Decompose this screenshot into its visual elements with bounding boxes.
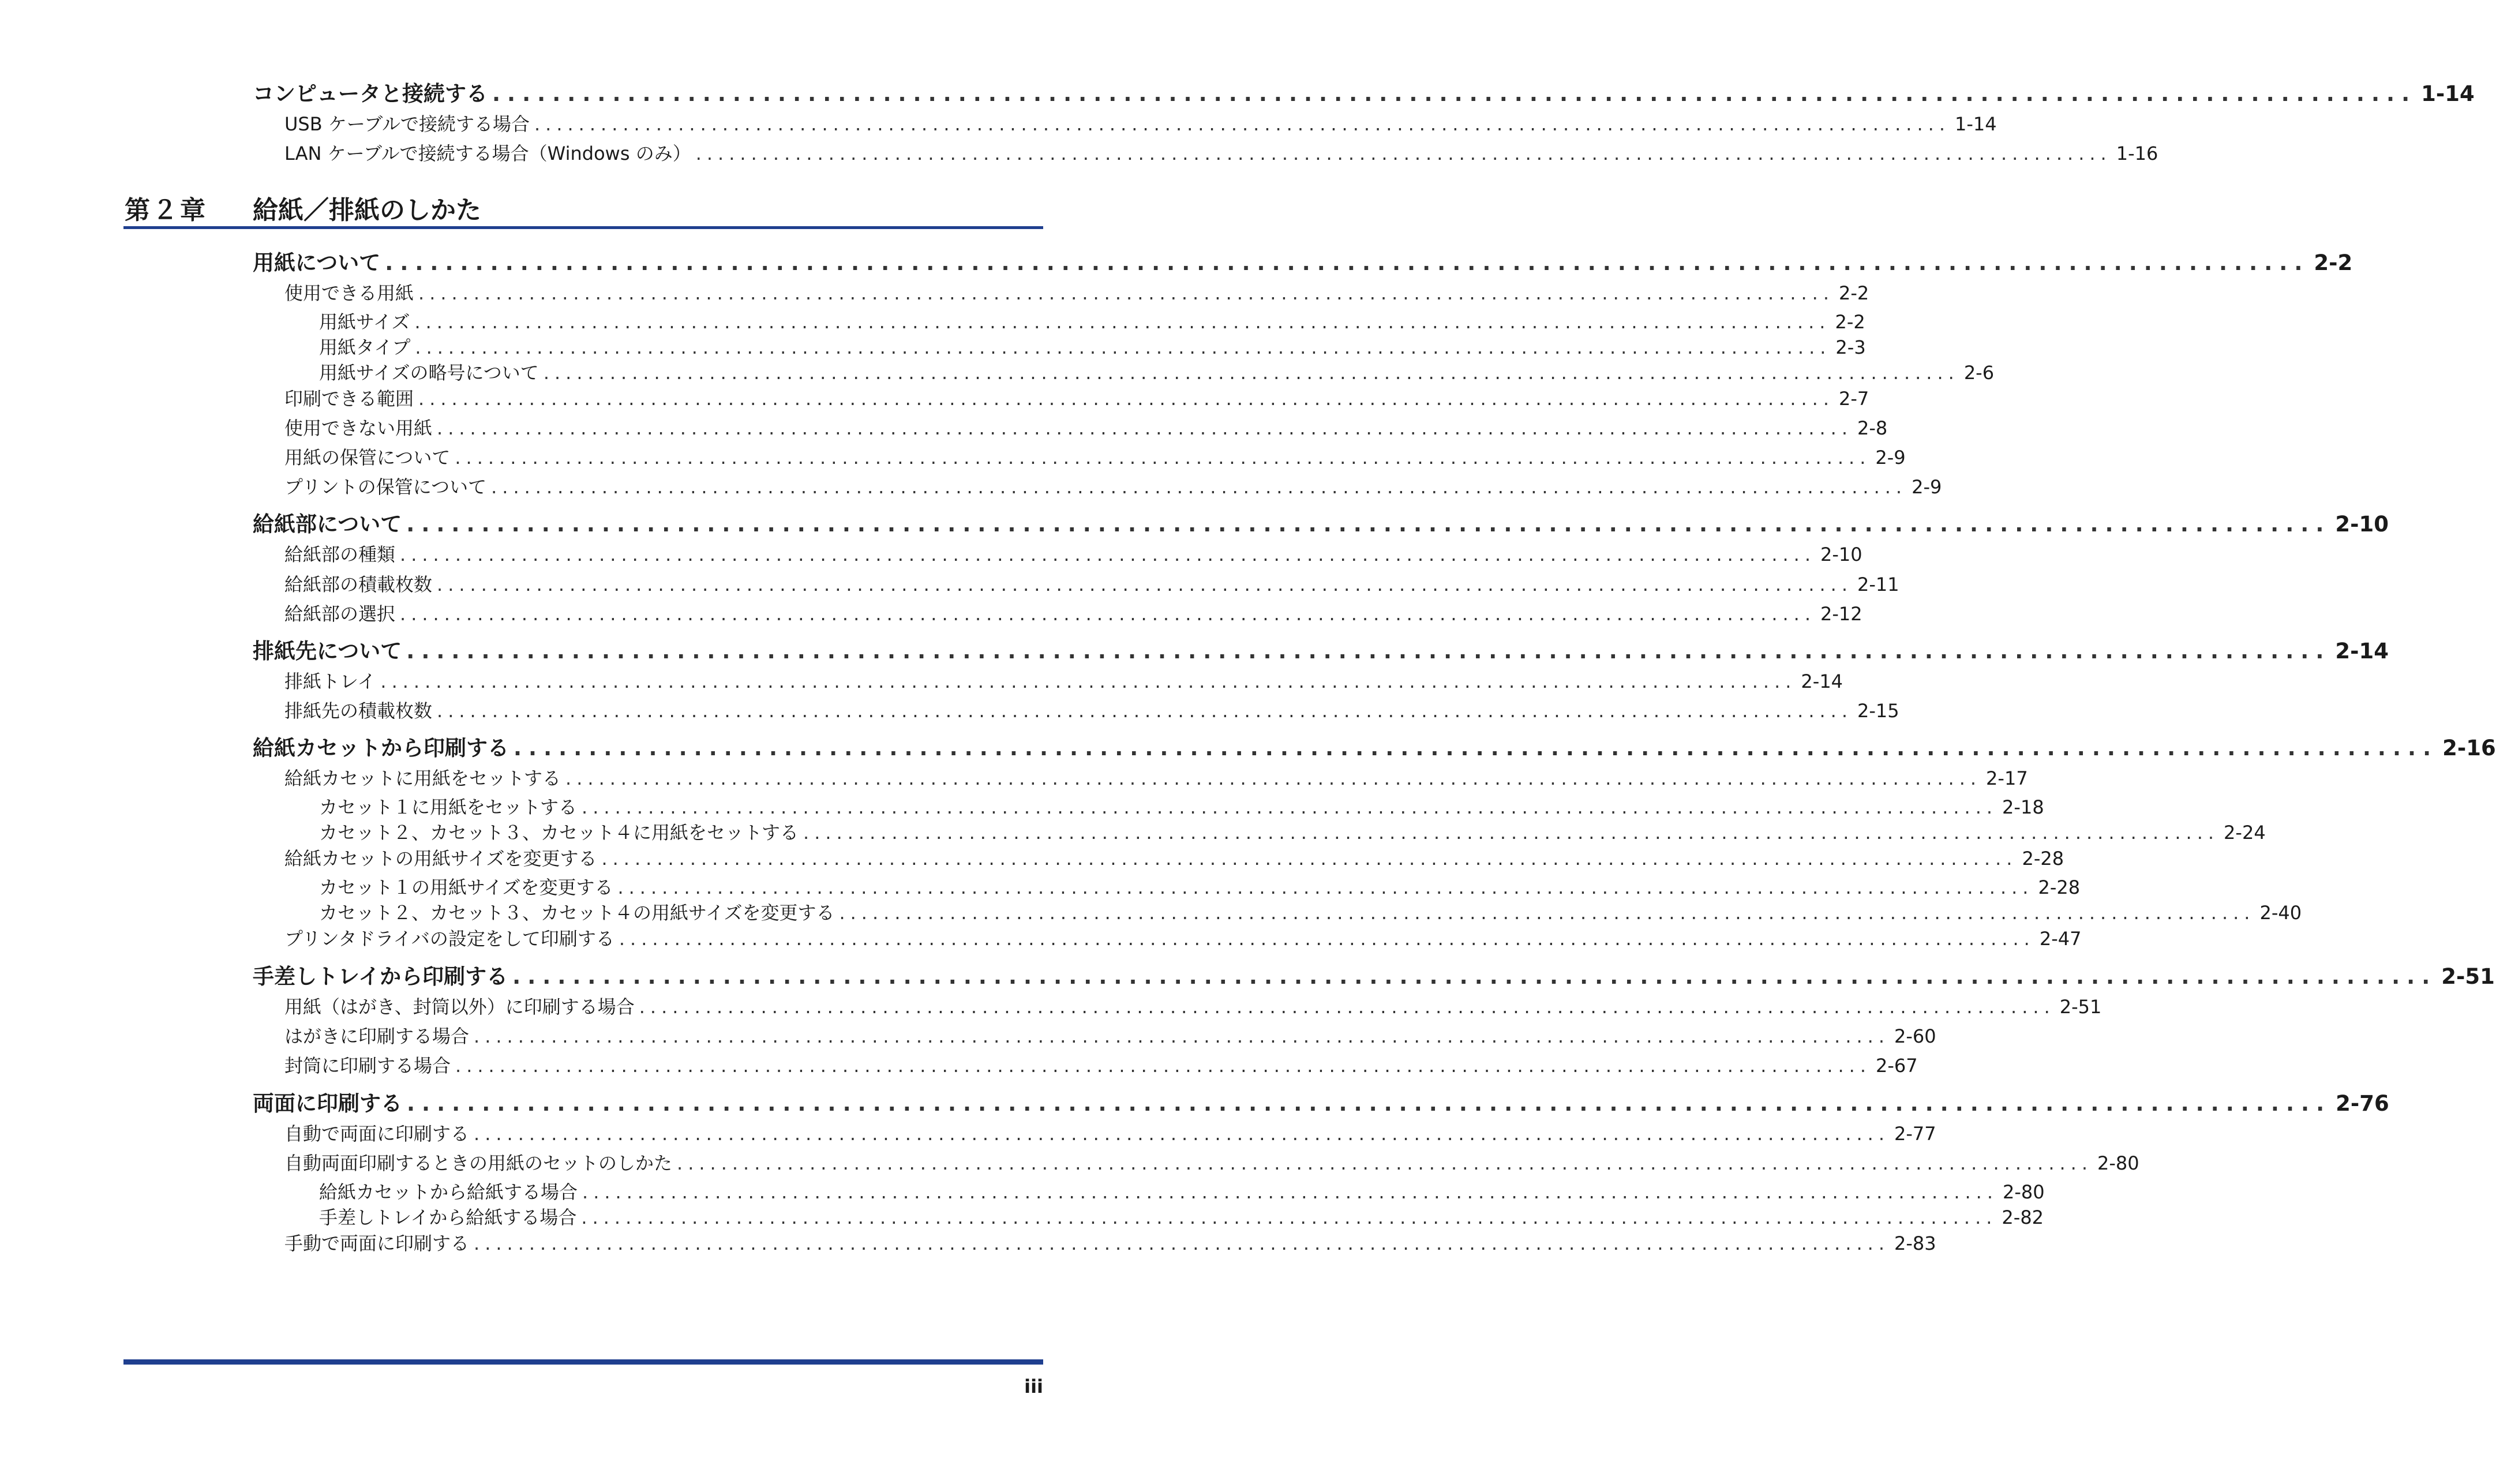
toc-section-entry[interactable]	[253, 1086, 2389, 1117]
toc-item-entry[interactable]	[284, 764, 2028, 790]
toc-leader-dots: ................................................................................................................................	[601, 848, 2018, 870]
toc-item-title: 給紙カセットに用紙をセットする	[284, 767, 561, 789]
toc-leader-dots: ................................................................................................................................	[677, 1152, 2093, 1174]
toc-leader-dots: ................................................................................................................................	[400, 544, 1816, 565]
toc-leader-dots: ................................................................................................................................	[385, 250, 2310, 275]
toc-leader-dots: ................................................................................................................................	[474, 1232, 1890, 1254]
toc-page-number: 2-17	[1986, 767, 2028, 789]
toc-item-entry[interactable]	[284, 110, 1997, 136]
toc-item-entry[interactable]	[284, 473, 1942, 499]
toc-page-number: 1-14	[2421, 81, 2475, 106]
toc-subitem-title: カセット１に用紙をセットする	[319, 796, 578, 818]
toc-page-number: 2-40	[2259, 902, 2302, 924]
toc-leader-dots: ................................................................................................................................	[474, 1025, 1890, 1047]
toc-item-title: プリンタドライバの設定をして印刷する	[284, 928, 614, 950]
toc-leader-dots: ................................................................................................................................	[418, 388, 1835, 410]
toc-subitem-entry[interactable]	[319, 358, 1995, 385]
footer-divider	[123, 1359, 1043, 1365]
toc-section-title: 給紙カセットから印刷する	[253, 736, 509, 760]
toc-item-title: 用紙（はがき、封筒以外）に印刷する場合	[284, 996, 635, 1018]
toc-subitem-entry[interactable]	[319, 308, 1865, 334]
toc-page-number: 2-51	[2441, 964, 2495, 989]
toc-section-entry[interactable]	[253, 245, 2353, 276]
toc-item-title: 給紙部の選択	[284, 603, 396, 625]
toc-item-title: LAN ケーブルで接続する場合（Windows のみ）	[284, 143, 691, 164]
toc-subitem-title: 用紙タイプ	[319, 336, 411, 358]
toc-subitem-title: 手差しトレイから給紙する場合	[319, 1206, 577, 1228]
toc-leader-dots: ................................................................................................................................	[617, 876, 2034, 898]
toc-leader-dots: ................................................................................................................................	[415, 336, 1831, 358]
toc-item-entry[interactable]	[284, 1149, 2139, 1175]
toc-page-number: 2-2	[1839, 282, 1869, 304]
toc-page-number: 2-15	[1857, 700, 1899, 722]
toc-page-number: 2-14	[2335, 639, 2389, 664]
toc-leader-dots: ................................................................................................................................	[581, 1206, 1997, 1228]
toc-page-number: 2-76	[2336, 1091, 2389, 1116]
toc-page-number: 2-9	[1875, 447, 1906, 469]
toc-item-entry[interactable]	[284, 992, 2102, 1019]
toc-item-title: USB ケーブルで接続する場合	[284, 113, 530, 135]
toc-item-title: 使用できない用紙	[284, 417, 433, 439]
toc-subitem-title: カセット２、カセット３、カセット４に用紙をセットする	[319, 822, 799, 844]
toc-item-title: 封筒に印刷する場合	[284, 1055, 451, 1077]
toc-page-number: 2-2	[2314, 250, 2353, 275]
toc-leader-dots: ................................................................................................................................	[455, 447, 1871, 469]
toc-page-number: 2-83	[1894, 1232, 1936, 1254]
toc-leader-dots: ................................................................................................................................	[582, 1181, 1999, 1203]
toc-section-title: 給紙部について	[253, 512, 402, 537]
toc-section-entry[interactable]	[253, 634, 2389, 665]
toc-page-number: 2-9	[1912, 476, 1942, 498]
toc-subitem-title: 用紙サイズの略号について	[319, 362, 539, 384]
toc-subitem-entry[interactable]	[319, 333, 1866, 359]
toc-leader-dots: ................................................................................................................................	[407, 1091, 2332, 1116]
toc-page-number: 2-3	[1835, 336, 1866, 358]
toc-page-number: 2-12	[1820, 603, 1862, 625]
toc-item-entry[interactable]	[284, 667, 1843, 694]
toc-subitem-title: 用紙サイズ	[319, 311, 410, 333]
toc-item-title: 給紙カセットの用紙サイズを変更する	[284, 848, 597, 870]
toc-leader-dots: ................................................................................................................................	[380, 670, 1797, 692]
toc-page-number: 1-14	[1954, 113, 1997, 135]
toc-item-entry[interactable]	[284, 1229, 1936, 1256]
toc-item-title: 給紙部の種類	[284, 544, 396, 565]
toc-leader-dots: ................................................................................................................................	[414, 311, 1831, 333]
toc-section-entry[interactable]	[253, 959, 2495, 990]
toc-leader-dots: ................................................................................................................................	[565, 767, 1982, 789]
toc-item-title: 排紙トレイ	[284, 670, 376, 692]
toc-leader-dots: ................................................................................................................................	[406, 639, 2331, 664]
toc-leader-dots: ................................................................................................................................	[455, 1055, 1872, 1077]
toc-subitem-title: カセット２、カセット３、カセット４の用紙サイズを変更する	[319, 902, 835, 924]
toc-section-entry[interactable]	[253, 507, 2389, 538]
toc-leader-dots: ................................................................................................................................	[437, 700, 1853, 722]
toc-item-title: 自動両面印刷するときの用紙のセットのしかた	[284, 1152, 673, 1174]
toc-item-entry[interactable]	[284, 1051, 1918, 1078]
toc-item-title: 印刷できる範囲	[284, 388, 414, 410]
toc-leader-dots: ................................................................................................................................	[512, 964, 2437, 989]
toc-page-number: 1-16	[2116, 143, 2158, 164]
toc-leader-dots: ................................................................................................................................	[543, 362, 1959, 384]
toc-item-title: 使用できる用紙	[284, 282, 414, 304]
toc-page-number: 2-14	[1801, 670, 1843, 692]
toc-section-title: 用紙について	[253, 250, 381, 275]
toc-item-entry[interactable]	[284, 540, 1862, 567]
toc-subitem-entry[interactable]	[319, 873, 2081, 900]
toc-page-number: 2-18	[2002, 796, 2044, 818]
chapter-divider	[123, 226, 1043, 229]
toc-page-number: 2-47	[2039, 928, 2082, 950]
toc-subitem-title: カセット１の用紙サイズを変更する	[319, 876, 613, 898]
toc-page-number: 2-10	[2335, 512, 2389, 537]
toc-item-entry[interactable]	[284, 1022, 1936, 1048]
toc-item-entry[interactable]	[284, 384, 1869, 411]
toc-page-number: 2-80	[2003, 1181, 2045, 1203]
toc-item-entry[interactable]	[284, 844, 2064, 871]
toc-item-entry[interactable]	[284, 599, 1862, 626]
toc-section-title: 両面に印刷する	[253, 1091, 402, 1116]
toc-page-number: 2-16	[2442, 736, 2496, 760]
toc-subitem-entry[interactable]	[319, 818, 2266, 845]
toc-leader-dots: ................................................................................................................................	[400, 603, 1816, 625]
toc-item-entry[interactable]	[284, 414, 1888, 440]
chapter-number: 第２章	[125, 196, 208, 225]
toc-item-entry[interactable]	[284, 443, 1906, 470]
toc-page-number: 2-7	[1839, 388, 1869, 410]
toc-page-number: 2-11	[1857, 574, 1899, 595]
toc-page-number: 2-77	[1894, 1123, 1936, 1145]
toc-page-number: 2-51	[2059, 996, 2102, 1018]
toc-leader-dots: ................................................................................................................................	[803, 822, 2220, 844]
toc-page-number: 2-2	[1835, 311, 1865, 333]
chapter-title: 給紙／排紙のしかた	[253, 196, 481, 225]
toc-leader-dots: ................................................................................................................................	[619, 928, 2035, 950]
toc-section-title: 排紙先について	[253, 639, 402, 664]
toc-section-title: 手差しトレイから印刷する	[253, 964, 508, 989]
toc-subitem-title: 給紙カセットから給紙する場合	[319, 1181, 578, 1203]
toc-subitem-entry[interactable]	[319, 1203, 2044, 1230]
toc-subitem-entry[interactable]	[319, 898, 2302, 925]
toc-page-number: 2-67	[1876, 1055, 1918, 1077]
toc-item-entry[interactable]	[284, 924, 2082, 951]
toc-item-title: 自動で両面に印刷する	[284, 1123, 470, 1145]
toc-leader-dots: ................................................................................................................................	[437, 417, 1853, 439]
toc-item-title: プリントの保管について	[284, 476, 487, 498]
toc-leader-dots: ................................................................................................................................	[474, 1123, 1890, 1145]
toc-page-number: 2-80	[2097, 1152, 2139, 1174]
toc-leader-dots: ................................................................................................................................	[534, 113, 1950, 135]
toc-page-number: 2-28	[2038, 876, 2081, 898]
toc-item-entry[interactable]	[284, 570, 1899, 597]
toc-subitem-entry[interactable]	[319, 793, 2044, 819]
toc-leader-dots: ................................................................................................................................	[492, 81, 2417, 106]
toc-page-number: 2-28	[2022, 848, 2064, 870]
toc-leader-dots: ................................................................................................................................	[406, 512, 2331, 537]
toc-section-entry[interactable]	[253, 76, 2475, 107]
toc-item-entry[interactable]	[284, 279, 1869, 305]
toc-item-title: 排紙先の積載枚数	[284, 700, 433, 722]
toc-page-number: 2-60	[1894, 1025, 1936, 1047]
toc-leader-dots: ................................................................................................................................	[582, 796, 1998, 818]
toc-leader-dots: ................................................................................................................................	[639, 996, 2055, 1018]
toc-item-title: 用紙の保管について	[284, 447, 451, 469]
toc-leader-dots: ................................................................................................................................	[491, 476, 1907, 498]
toc-item-title: 手動で両面に印刷する	[284, 1232, 470, 1254]
toc-leader-dots: ................................................................................................................................	[437, 574, 1853, 595]
toc-item-title: はがきに印刷する場合	[284, 1025, 470, 1047]
toc-leader-dots: ................................................................................................................................	[418, 282, 1835, 304]
toc-item-entry[interactable]	[284, 139, 2158, 166]
toc-section-entry[interactable]	[253, 730, 2496, 762]
toc-item-entry[interactable]	[284, 1119, 1936, 1146]
toc-page-number: 2-10	[1820, 544, 1862, 565]
toc-item-entry[interactable]	[284, 696, 1899, 723]
toc-page-number: 2-8	[1857, 417, 1888, 439]
page-number: iii	[1024, 1376, 1043, 1397]
toc-page-number: 2-24	[2224, 822, 2266, 844]
toc-leader-dots: ................................................................................................................................	[839, 902, 2255, 924]
toc-section-title: コンピュータと接続する	[253, 81, 488, 106]
toc-item-title: 給紙部の積載枚数	[284, 574, 433, 595]
toc-page-number: 2-6	[1963, 362, 1995, 384]
toc-leader-dots: ................................................................................................................................	[514, 736, 2438, 760]
toc-page-number: 2-82	[2002, 1206, 2044, 1228]
toc-leader-dots: ................................................................................................................................	[695, 143, 2112, 164]
toc-subitem-entry[interactable]	[319, 1178, 2045, 1204]
